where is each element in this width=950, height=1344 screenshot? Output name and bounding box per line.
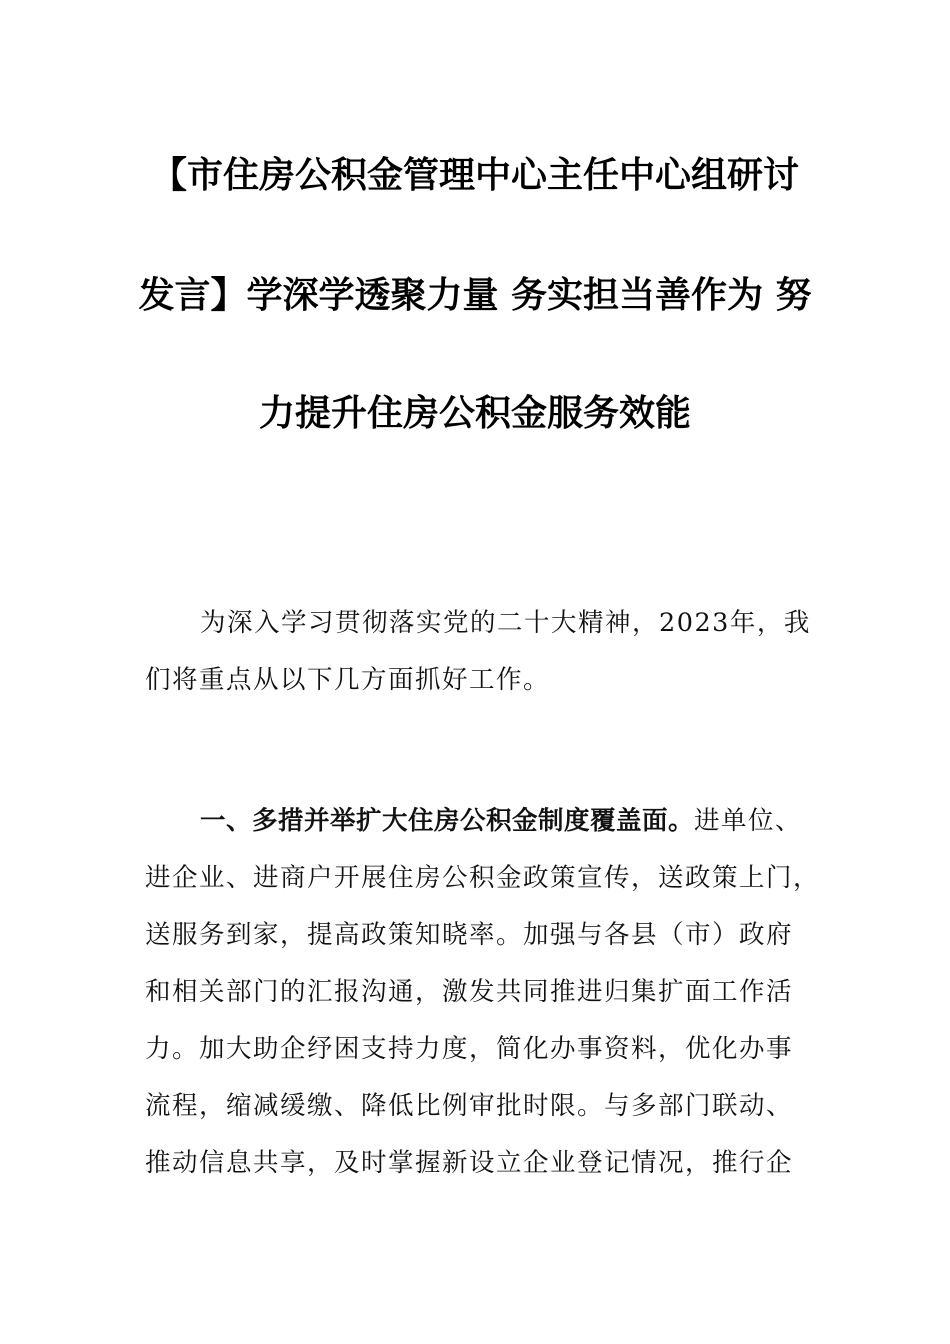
section-1-heading-rest: 进单位、 <box>694 806 803 836</box>
section-1-heading: 一、多措并举扩大住房公积金制度覆盖面。 <box>200 806 695 836</box>
section-1-line-5: 力。加大助企纾困支持力度，简化办事资料，优化办事 <box>145 1034 794 1064</box>
document-title-line-1: 【市住房公积金管理中心主任中心组研讨 <box>150 155 799 196</box>
section-1-line-1 <box>200 804 802 838</box>
document-title-line-3: 力提升住房公积金服务效能 <box>258 393 691 434</box>
section-1-line-4: 和相关部门的汇报沟通，激发共同推进归集扩面工作活 <box>145 977 794 1007</box>
section-1-line-6: 流程，缩减缓缴、降低比例审批时限。与多部门联动、 <box>145 1091 794 1121</box>
intro-paragraph-line-2: 们将重点从以下几方面抓好工作。 <box>145 665 551 695</box>
section-1-line-2: 进企业、进商户开展住房公积金政策宣传，送政策上门， <box>145 863 821 893</box>
section-1-line-3: 送服务到家，提高政策知晓率。加强与各县（市）政府 <box>145 920 794 950</box>
document-title-line-2: 发言】学深学透聚力量 务实担当善作为 努 <box>138 275 812 316</box>
section-1-line-7: 推动信息共享，及时掌握新设立企业登记情况，推行企 <box>145 1148 794 1178</box>
intro-paragraph-line-1: 为深入学习贯彻落实党的二十大精神，2023年，我 <box>200 608 811 638</box>
